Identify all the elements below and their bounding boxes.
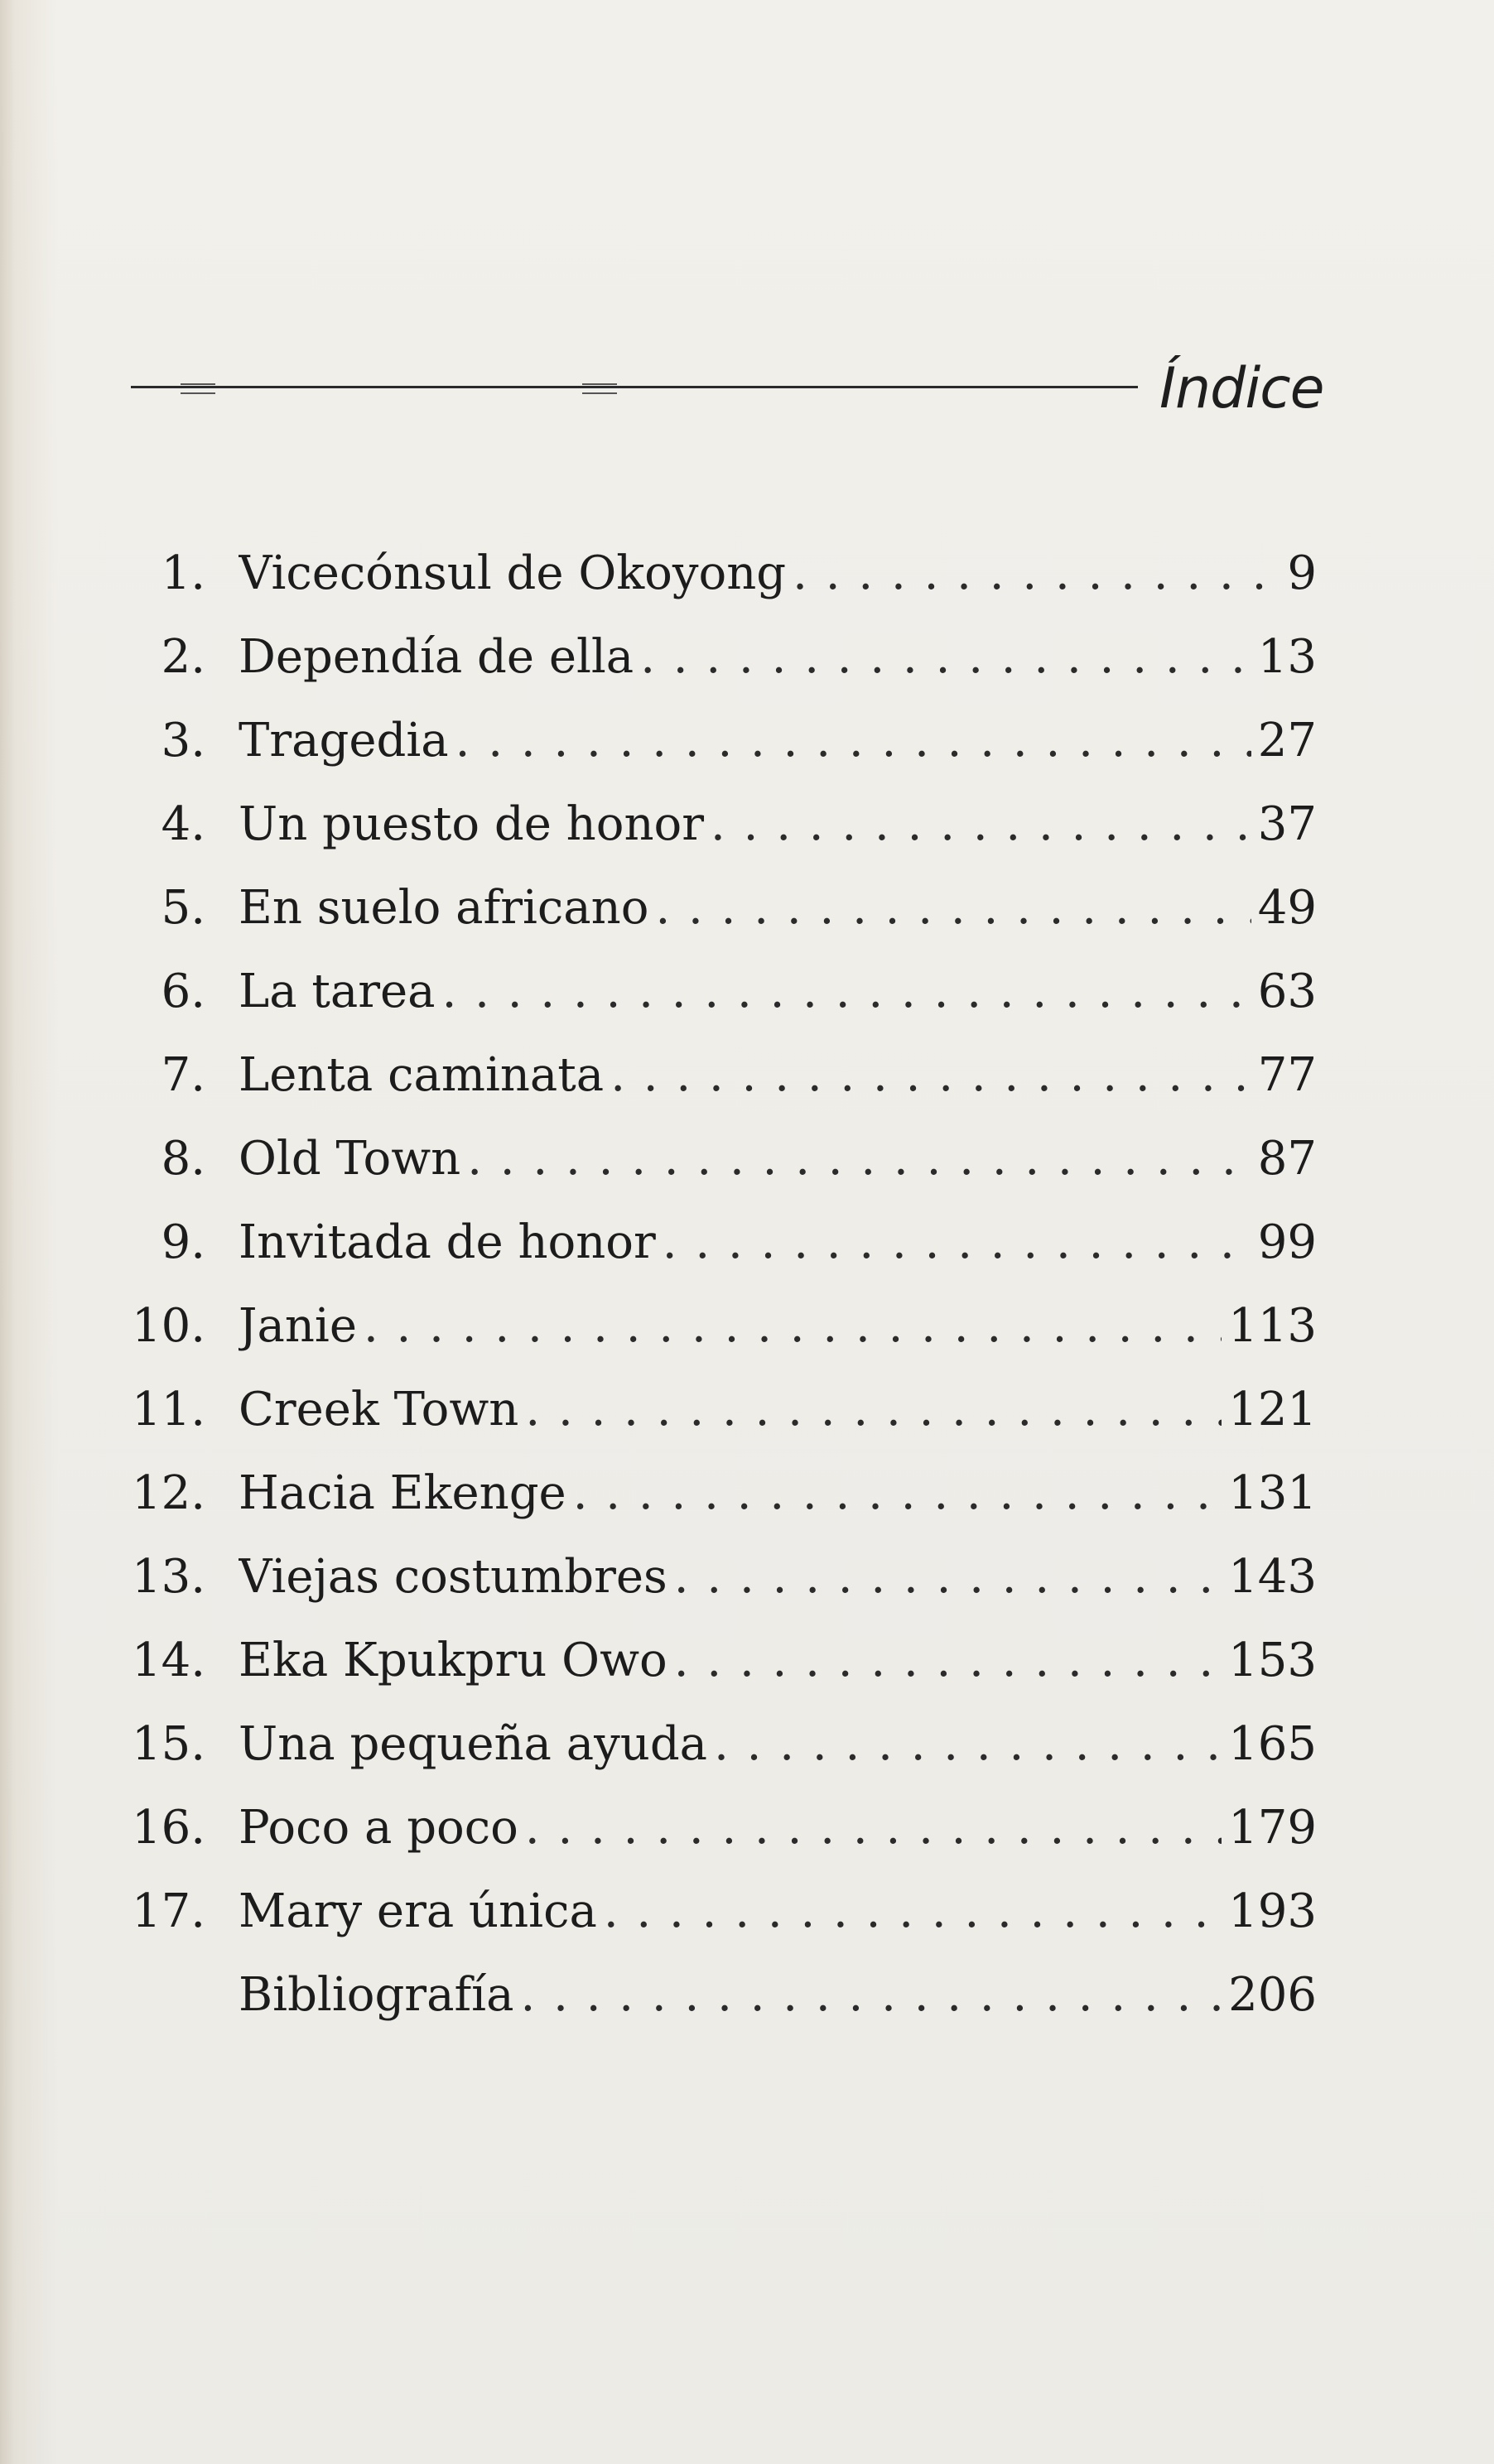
- dot-leader: [364, 1299, 1222, 1353]
- entry-title: Bibliografía: [239, 1968, 514, 2022]
- entry-line: [239, 1299, 1317, 1353]
- entry-page: 165: [1228, 1717, 1317, 1771]
- dot-leader: [674, 1634, 1222, 1687]
- entry-number: 10.: [131, 1299, 205, 1353]
- entry-line: [239, 1550, 1317, 1604]
- entry-number: 3.: [161, 714, 205, 768]
- entry-page: 99: [1257, 1215, 1317, 1269]
- entry-title: Vicecónsul de Okoyong: [239, 546, 787, 600]
- dot-leader: [655, 881, 1251, 935]
- entry-number: 14.: [131, 1634, 205, 1687]
- toc-entry: [0, 1784, 1494, 1868]
- entry-line: [239, 1132, 1317, 1186]
- entry-number: 11.: [131, 1383, 205, 1437]
- entry-title: Tragedia: [239, 714, 449, 768]
- entry-line: [239, 1466, 1317, 1520]
- entry-page: 63: [1257, 965, 1317, 1018]
- entry-line: [239, 1383, 1317, 1437]
- entry-number: 15.: [131, 1717, 205, 1771]
- entry-title: Janie: [239, 1299, 357, 1353]
- toc-entry: [0, 1951, 1494, 2035]
- entry-line: [239, 797, 1317, 851]
- dot-leader: [520, 1968, 1222, 2022]
- dot-leader: [604, 1884, 1222, 1938]
- toc-entry: [0, 697, 1494, 781]
- entry-page: 193: [1228, 1884, 1317, 1938]
- entry-number: 8.: [161, 1132, 205, 1186]
- toc-entry: [0, 781, 1494, 864]
- rule-ornament: [181, 383, 215, 394]
- entry-number: 2.: [161, 630, 205, 684]
- page-header: [0, 348, 1494, 447]
- entry-line: [239, 546, 1317, 600]
- dot-leader: [525, 1801, 1222, 1855]
- entry-number: 9.: [161, 1215, 205, 1269]
- entry-page: 77: [1257, 1048, 1317, 1102]
- dot-leader: [793, 546, 1280, 600]
- entry-page: 153: [1228, 1634, 1317, 1687]
- entry-title: Poco a poco: [239, 1801, 518, 1855]
- entry-line: [239, 1048, 1317, 1102]
- entry-number: 5.: [161, 881, 205, 935]
- entry-line: [239, 714, 1317, 768]
- rule-ornament: [582, 383, 617, 394]
- toc-entry: [0, 1533, 1494, 1617]
- entry-title: En suelo africano: [239, 881, 649, 935]
- entry-page: 113: [1228, 1299, 1317, 1353]
- entry-number: 17.: [131, 1884, 205, 1938]
- entry-number: 16.: [131, 1801, 205, 1855]
- toc-entry: [0, 1032, 1494, 1115]
- entry-page: 179: [1228, 1801, 1317, 1855]
- toc-entry: [0, 1199, 1494, 1283]
- entry-title: Una pequeña ayuda: [239, 1717, 708, 1771]
- entry-title: Invitada de honor: [239, 1215, 656, 1269]
- toc-entry: [0, 530, 1494, 614]
- entry-page: 37: [1257, 797, 1317, 851]
- toc-entry: [0, 864, 1494, 948]
- toc-entry: [0, 1868, 1494, 1951]
- toc-entry: [0, 614, 1494, 697]
- entry-number: 12.: [131, 1466, 205, 1520]
- entry-title: Viejas costumbres: [239, 1550, 667, 1604]
- entry-title: Dependía de ella: [239, 630, 634, 684]
- entry-number: 7.: [161, 1048, 205, 1102]
- dot-leader: [674, 1550, 1222, 1604]
- toc-entry: [0, 948, 1494, 1032]
- entry-title: Old Town: [239, 1132, 461, 1186]
- entry-title: Lenta caminata: [239, 1048, 605, 1102]
- entry-number: 1.: [161, 546, 205, 600]
- toc-entry: [0, 1450, 1494, 1533]
- dot-leader: [525, 1383, 1222, 1437]
- entry-title: Hacia Ekenge: [239, 1466, 566, 1520]
- toc-entry: [0, 1617, 1494, 1701]
- entry-line: [239, 630, 1317, 684]
- entry-title: Eka Kpukpru Owo: [239, 1634, 667, 1687]
- entry-number: 4.: [161, 797, 205, 851]
- header-rule: [131, 386, 1138, 388]
- entry-line: [239, 1215, 1317, 1269]
- dot-leader: [663, 1215, 1251, 1269]
- entry-page: 27: [1257, 714, 1317, 768]
- entry-number: 6.: [161, 965, 205, 1018]
- dot-leader: [610, 1048, 1251, 1102]
- table-of-contents: [0, 530, 1494, 2035]
- dot-leader: [711, 797, 1251, 851]
- entry-page: 49: [1257, 881, 1317, 935]
- dot-leader: [573, 1466, 1222, 1520]
- entry-page: 87: [1257, 1132, 1317, 1186]
- dot-leader: [714, 1717, 1222, 1771]
- entry-title: La tarea: [239, 965, 436, 1018]
- dot-leader: [455, 714, 1251, 768]
- toc-entry: [0, 1366, 1494, 1450]
- entry-page: 206: [1228, 1968, 1317, 2022]
- dot-leader: [442, 965, 1251, 1018]
- entry-line: [239, 881, 1317, 935]
- toc-entry: [0, 1701, 1494, 1784]
- entry-line: [239, 1884, 1317, 1938]
- entry-number: 13.: [131, 1550, 205, 1604]
- entry-line: [239, 1968, 1317, 2022]
- entry-page: 143: [1228, 1550, 1317, 1604]
- toc-entry: [0, 1115, 1494, 1199]
- page-title: Índice: [1159, 356, 1324, 421]
- entry-title: Creek Town: [239, 1383, 519, 1437]
- entry-line: [239, 1634, 1317, 1687]
- entry-page: 13: [1257, 630, 1317, 684]
- dot-leader: [467, 1132, 1251, 1186]
- dot-leader: [640, 630, 1251, 684]
- entry-page: 9: [1287, 546, 1317, 600]
- entry-page: 131: [1228, 1466, 1317, 1520]
- entry-line: [239, 1801, 1317, 1855]
- entry-line: [239, 965, 1317, 1018]
- entry-line: [239, 1717, 1317, 1771]
- entry-title: Un puesto de honor: [239, 797, 704, 851]
- entry-page: 121: [1228, 1383, 1317, 1437]
- entry-title: Mary era única: [239, 1884, 597, 1938]
- toc-entry: [0, 1283, 1494, 1366]
